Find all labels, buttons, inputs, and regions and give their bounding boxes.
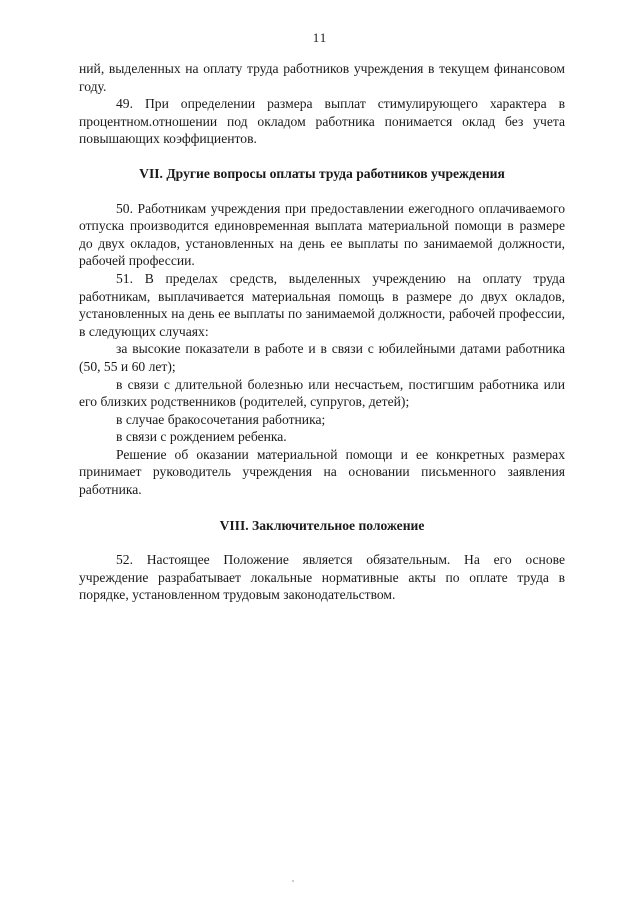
section-heading-8: VIII. Заключительное положение: [219, 517, 425, 533]
section-heading-7: VII. Другие вопросы оплаты труда работников учреждения: [139, 165, 505, 181]
paragraph-51-case-a: за высокие показатели в работе и в связи с юбилейными датами работника (50, 55 и 60 лет);: [79, 341, 565, 374]
scan-speck: [292, 880, 294, 882]
paragraph-51-case-d: в связи с рождением ребенка.: [116, 429, 287, 445]
paragraph-51-decision: Решение об оказании материальной помощи и ее конкретных размерах принимает руководитель учреждения на основании письменного заявления работника.: [79, 446, 565, 498]
paragraph-continuation: ний, выделенных на оплату труда работников учреждения в текущем финансовом году.: [79, 61, 565, 94]
paragraph-49: 49. При определении размера выплат стимулирующего характера в процентном.отношении под окладом работника понимается оклад без учета повышающих коэффициентов.: [79, 96, 565, 147]
paragraph-51: 51. В пределах средств, выделенных учреждению на оплату труда работникам, выплачивается материальная помощь в размере до двух окладов, установленных на день ее выплаты по занимаемой должности, рабочей профессии, в следующих случаях:: [79, 270, 565, 339]
paragraph-50: 50. Работникам учреждения при предоставлении ежегодного оплачиваемого отпуска производится единовременная выплата материальной помощи в размере до двух окладов, установленных на день ее выплаты по занимаемой должности, рабочей профессии.: [79, 200, 565, 269]
page-number: 11: [312, 30, 328, 45]
paragraph-52: 52. Настоящее Положение является обязательным. На его основе учреждение разрабатывает локальные нормативные акты по оплате труда в порядке, установленном трудовым законодательством.: [79, 552, 565, 603]
paragraph-51-case-b: в связи с длительной болезнью или несчастьем, постигшим работника или его близких родственников (родителей, супругов, детей);: [79, 376, 565, 410]
document-body: [79, 60, 565, 604]
paragraph-51-case-c: в случае бракосочетания работника;: [116, 411, 326, 427]
